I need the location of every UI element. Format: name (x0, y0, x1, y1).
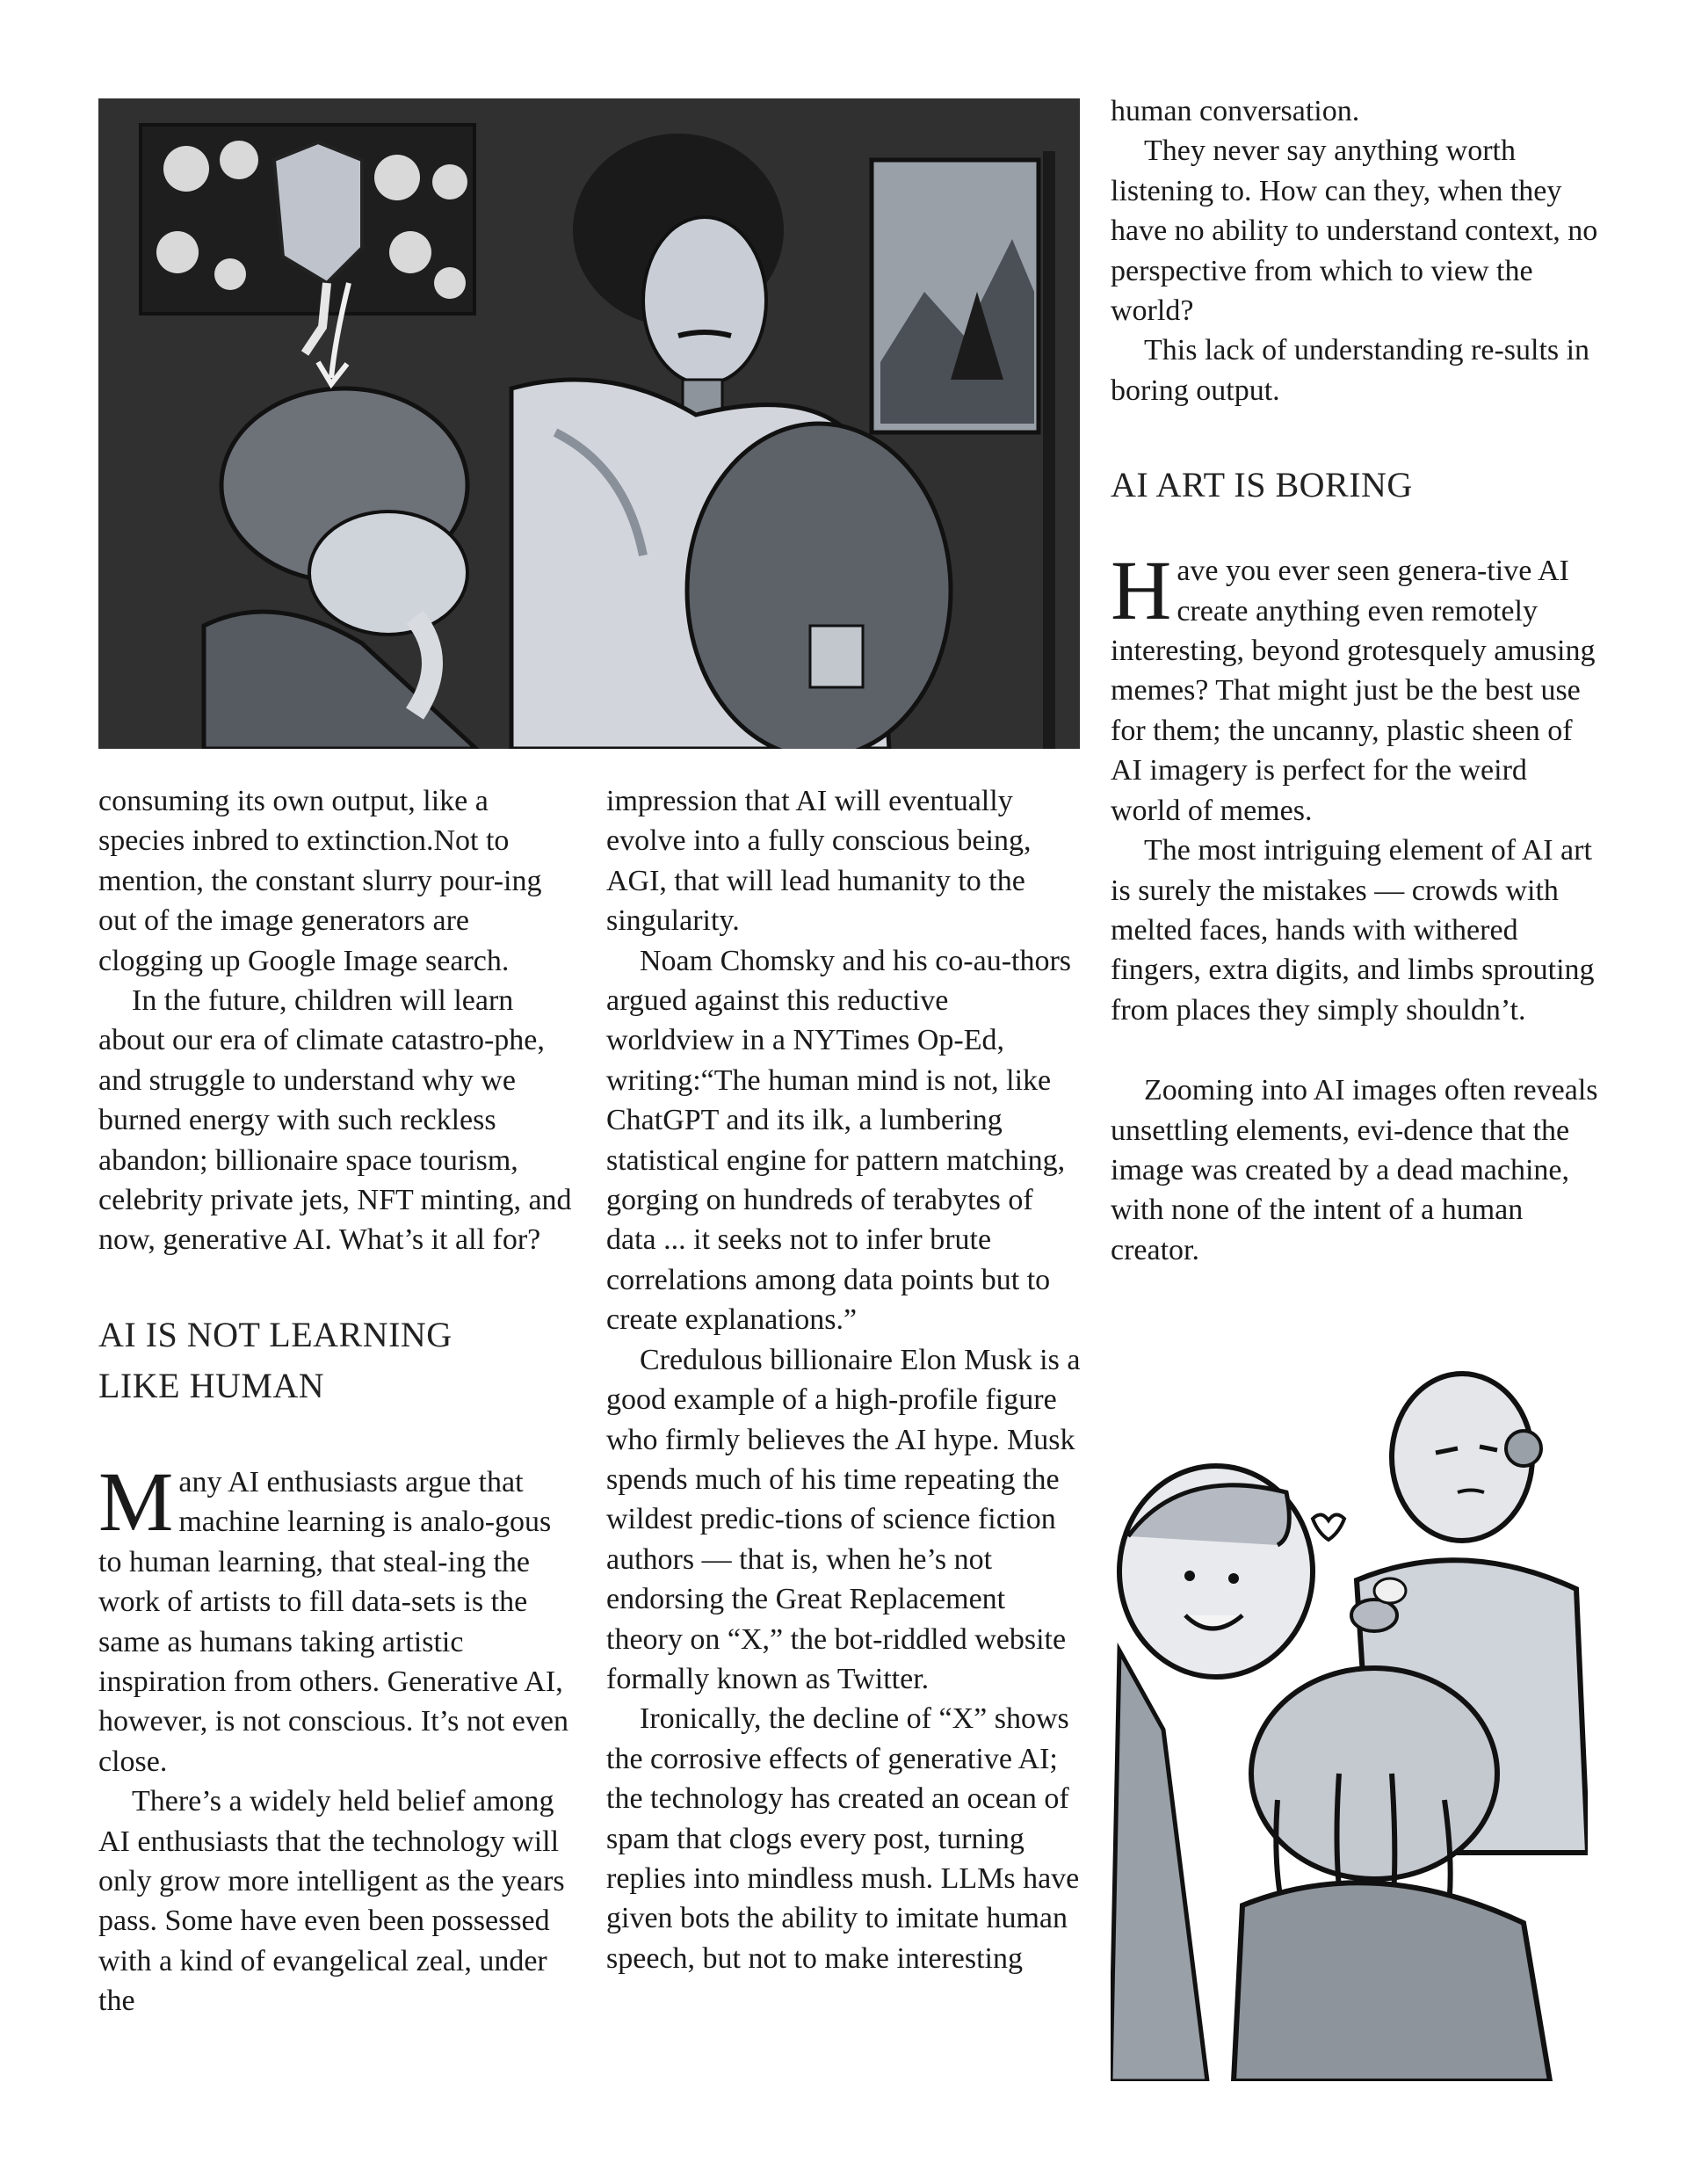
col3-paragraph-5: The most intriguing element of AI art is surely the mistakes — crowds with melted faces, hands with withered fingers, extra digits, and limbs sprouting from places they simply shouldn’t. (1111, 834, 1595, 1027)
col1-paragraph-1: consuming its own output, like a species inbred to extinction.Not to mention, the constant slurry pour-ing out of the image generators are clogging up Google Image search. (98, 785, 542, 977)
col2-paragraph-4: Ironically, the decline of “X” shows the corrosive effects of generative AI; the technology has created an ocean of spam that clogs every post, turning replies into mindless mush. LLMs have given bots the ability to imitate human speech, but not to make interesting (606, 1702, 1080, 1975)
dropcap-h: H (1111, 543, 1172, 638)
col3-paragraph-4: ave you ever seen genera-tive AI create anything even remotely interesting, beyond grotesquely amusing memes? That might just be the best use for them; the uncanny, plastic sheen of AI imagery is perfect for the weird world of memes. (1111, 555, 1596, 827)
col1-paragraph-2: In the future, children will learn about our era of climate catastro-phe, and struggle to understand why we burned energy with such reckless abandon; billionaire space tourism, celebrity private jets, NFT minting, and now, generative AI. What’s it all for? (98, 984, 572, 1257)
column-2 (606, 781, 1081, 1978)
col1-paragraph-3: any AI enthusiasts argue that machine learning is analo-gous to human learning, that steal-ing the work of artists to fill data-sets is the same as humans taking artistic inspiration from others. Generative AI, however, is not conscious. It’s not even close. (98, 1465, 568, 1778)
section-heading-not-learning (98, 1310, 573, 1411)
col1-paragraph-4: There’s a widely held belief among AI enthusiasts that the technology will only grow more intelligent as the years pass. Some have even been possessed with a kind of evangelical zeal, under the (98, 1785, 565, 2018)
column-1 (98, 781, 573, 2021)
col2-paragraph-1: impression that AI will eventually evolve into a fully conscious being, AGI, that will lead humanity to the singularity. (606, 785, 1032, 938)
col2-paragraph-3: Credulous billionaire Elon Musk is a good example of a high-profile figure who firmly believes the AI hype. Musk spends much of his time repeating the wildest predic-tions of science fiction authors — that is, when he’s not endorsing the Great Replacement theory on “X,” the bot-riddled website formally known as Twitter. (606, 1343, 1081, 1695)
heading-line-2: LIKE HUMAN (98, 1365, 325, 1405)
col3-paragraph-1: human conversation. (1111, 95, 1360, 127)
col3-paragraph-6: Zooming into AI images often reveals unsettling elements, evi-dence that the image was created by a dead machine, with none of the intent of a human creator. (1111, 1074, 1598, 1266)
col3-paragraph-2: They never say anything worth listening to. How can they, when they have no ability to understand context, no perspective from which to view the world? (1111, 134, 1598, 328)
col3-paragraph-3: This lack of understanding re-sults in boring output. (1111, 334, 1590, 407)
section-heading-art-boring: AI ART IS BORING (1111, 465, 1413, 505)
column-3 (1111, 91, 1603, 1270)
dropcap-m: M (98, 1454, 174, 1549)
col2-paragraph-2: Noam Chomsky and his co-au-thors argued against this reductive worldview in a NYTimes Op-Ed, writing:“The human mind is not, like ChatGPT and its ilk, a lumbering statistical engine for pattern matching, gorging on hundreds of terabytes of data ... it seeks not to infer brute correlations among data points but to create explanations.” (606, 944, 1072, 1337)
top-illustration (98, 98, 1080, 749)
bottom-illustration (1111, 1360, 1588, 2081)
heading-line-1: AI IS NOT LEARNING (98, 1314, 453, 1354)
